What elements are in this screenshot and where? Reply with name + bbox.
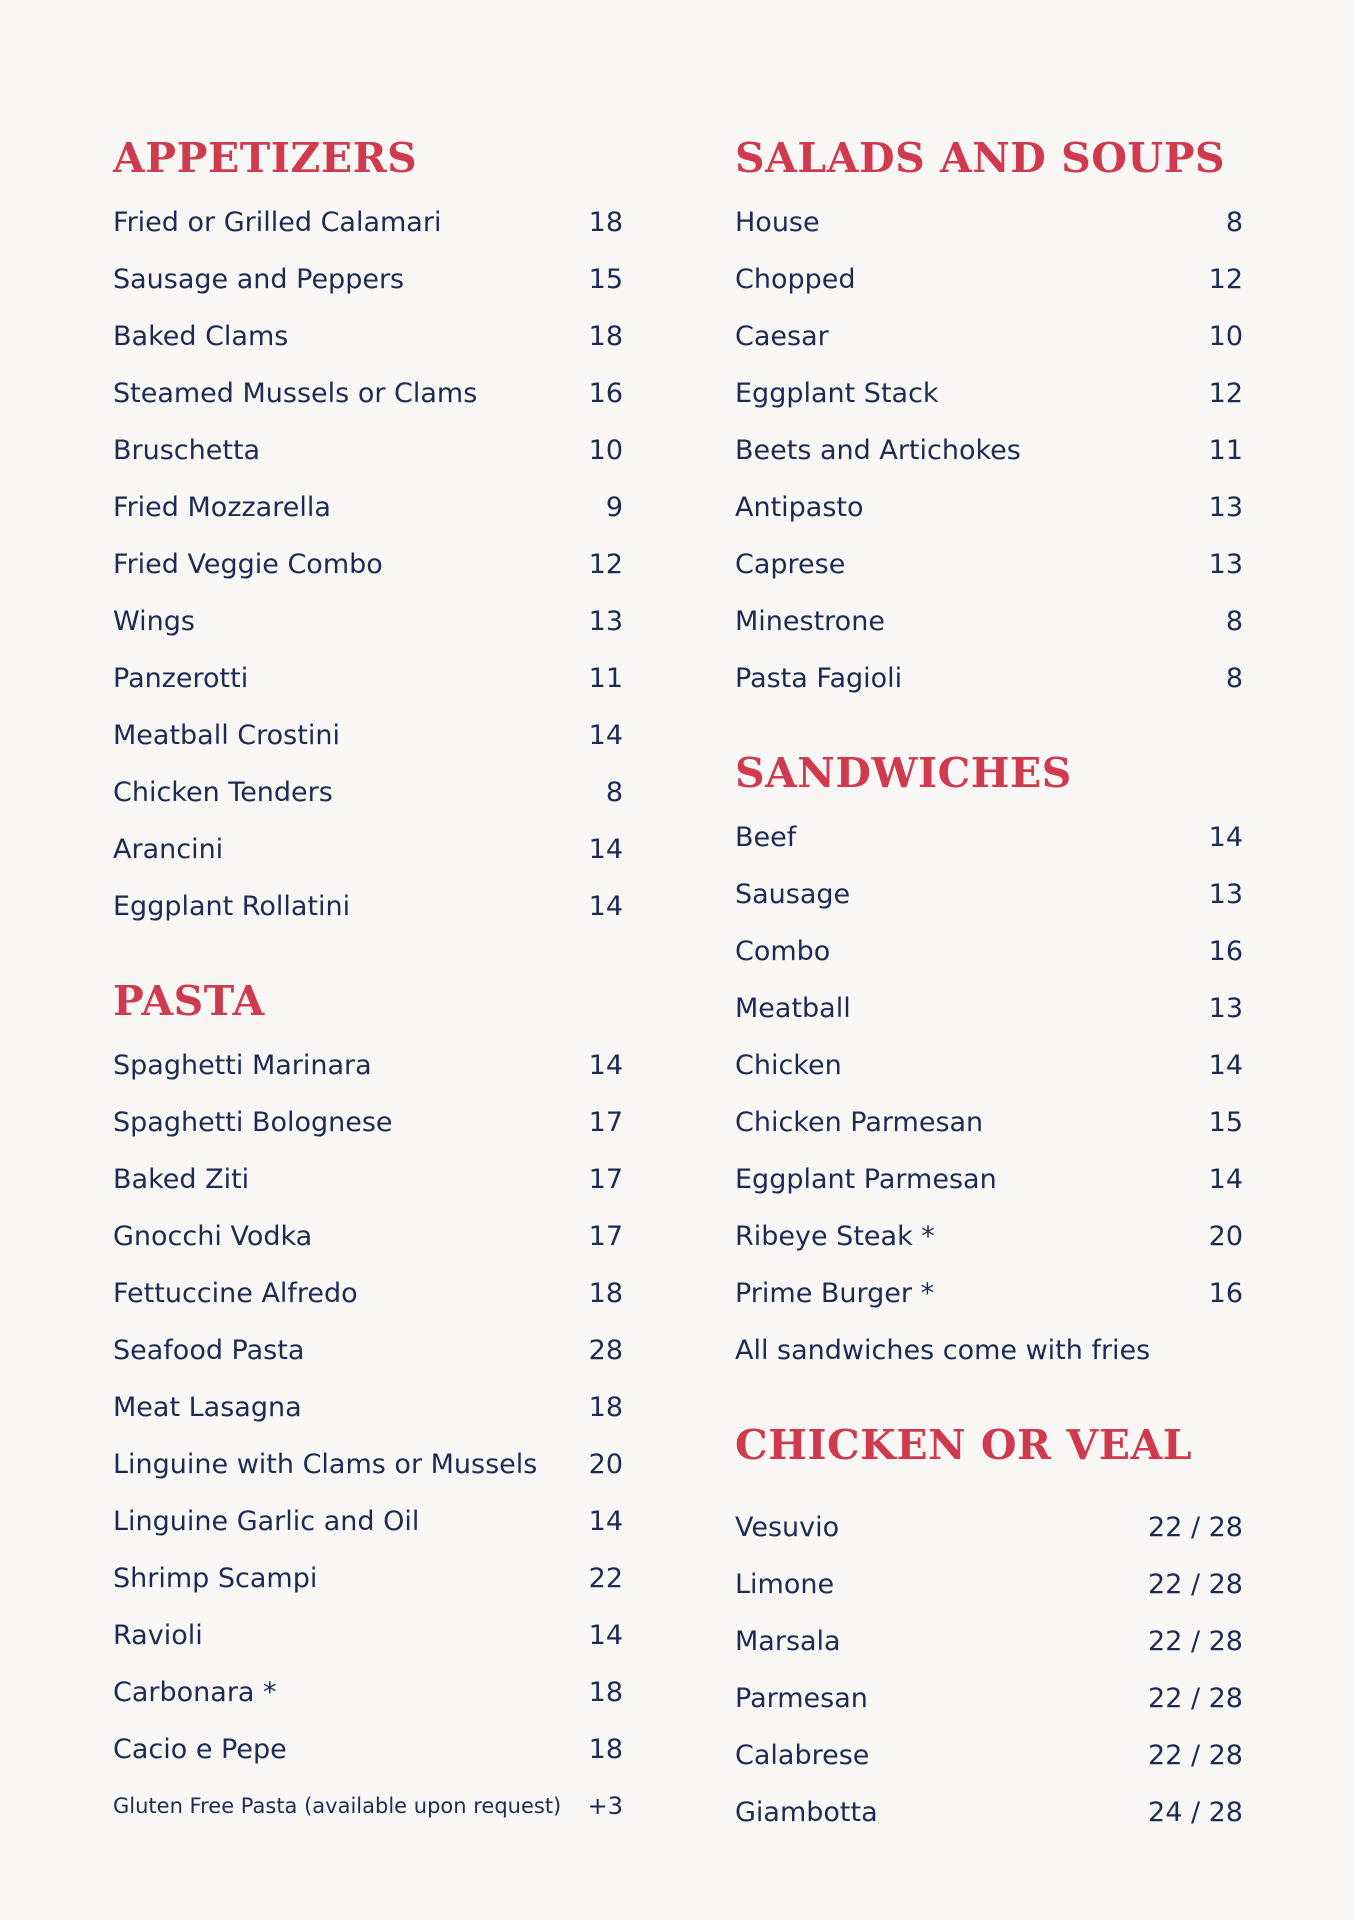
menu-item [113, 1493, 623, 1550]
menu-item-name: Steamed Mussels or Clams [113, 378, 478, 409]
menu-item-name: Caprese [735, 549, 846, 580]
menu-item-price: 18 [588, 321, 623, 352]
menu-item [735, 980, 1243, 1037]
appetizers-heading: APPETIZERS [113, 134, 418, 182]
menu-item-price: 17 [588, 1221, 623, 1252]
menu-item [735, 251, 1243, 308]
menu-item-price: 8 [1225, 606, 1243, 637]
menu-item-name: Baked Clams [113, 321, 289, 352]
menu-item-name: Meatball [735, 993, 851, 1024]
menu-item-price: 14 [588, 1620, 623, 1651]
menu-item-price: 22 / 28 [1148, 1740, 1243, 1771]
menu-item-name: Ravioli [113, 1620, 203, 1651]
menu-item-price: 14 [1208, 822, 1243, 853]
menu-item-name: Beets and Artichokes [735, 435, 1021, 466]
menu-item-name: Sausage [735, 879, 851, 910]
menu-item-name: Chicken [735, 1050, 842, 1081]
menu-item-price: 8 [1225, 663, 1243, 694]
menu-item [113, 1322, 623, 1379]
menu-item-name: Sausage and Peppers [113, 264, 405, 295]
menu-item [735, 479, 1243, 536]
menu-item [113, 878, 623, 935]
menu-item-name: Gluten Free Pasta (available upon request) [113, 1794, 562, 1818]
menu-item [735, 1151, 1243, 1208]
menu-item-name: Bruschetta [113, 435, 261, 466]
menu-item-name: Meatball Crostini [113, 720, 340, 751]
menu-item-price: 18 [588, 207, 623, 238]
menu-item-name: Meat Lasagna [113, 1392, 302, 1423]
salads-list [735, 194, 1243, 707]
menu-item [735, 650, 1243, 707]
menu-item-price: 22 / 28 [1148, 1626, 1243, 1657]
menu-item-name: Seafood Pasta [113, 1335, 305, 1366]
menu-item-price: 20 [588, 1449, 623, 1480]
menu-item [113, 1037, 623, 1094]
menu-item-name: Chicken Tenders [113, 777, 333, 808]
menu-item-name: Combo [735, 936, 831, 967]
menu-item-name: Baked Ziti [113, 1164, 250, 1195]
menu-item-price: 16 [1208, 1278, 1243, 1309]
menu-item [735, 422, 1243, 479]
menu-item [113, 650, 623, 707]
menu-item-price: 13 [588, 606, 623, 637]
menu-item [735, 1208, 1243, 1265]
menu-item-price: 28 [588, 1335, 623, 1366]
salads-section [735, 130, 1243, 707]
menu-item [735, 1613, 1243, 1670]
menu-item-name: Spaghetti Marinara [113, 1050, 372, 1081]
menu-item-name: Panzerotti [113, 663, 249, 694]
menu-item-price: 14 [588, 720, 623, 751]
menu-item-price: 18 [588, 1392, 623, 1423]
menu-item-price: 14 [1208, 1050, 1243, 1081]
menu-item-price: +3 [587, 1792, 623, 1820]
menu-item-price: 9 [605, 492, 623, 523]
chicken-veal-heading: CHICKEN OR VEAL [735, 1421, 1193, 1469]
menu-item [735, 365, 1243, 422]
menu-item-price: 13 [1208, 549, 1243, 580]
chicken-veal-list [735, 1499, 1243, 1841]
menu-item-name: Eggplant Parmesan [735, 1164, 997, 1195]
menu-item-price: 14 [588, 834, 623, 865]
menu-item [735, 809, 1243, 866]
menu-item-name: Chicken Parmesan [735, 1107, 984, 1138]
menu-item-name: Carbonara * [113, 1677, 277, 1708]
menu-item-price: 16 [588, 378, 623, 409]
menu-item [113, 1208, 623, 1265]
menu-item-price: 24 / 28 [1148, 1797, 1243, 1828]
chicken-veal-section [735, 1417, 1243, 1841]
menu-item [113, 365, 623, 422]
menu-item-price: 11 [588, 663, 623, 694]
appetizers-list [113, 194, 623, 935]
menu-item-price: 14 [1208, 1164, 1243, 1195]
gluten-free-note [113, 1778, 623, 1835]
menu-item-name: House [735, 207, 820, 238]
menu-item [113, 1436, 623, 1493]
menu-item [735, 1670, 1243, 1727]
menu-item [113, 1664, 623, 1721]
menu-item-price: 22 / 28 [1148, 1683, 1243, 1714]
menu-item-price: 11 [1208, 435, 1243, 466]
menu-item-price: 12 [1208, 378, 1243, 409]
menu-item-name: Antipasto [735, 492, 864, 523]
menu-item-price: 8 [605, 777, 623, 808]
menu-item-price: 13 [1208, 993, 1243, 1024]
menu-item-price: 12 [588, 549, 623, 580]
menu-item [735, 1094, 1243, 1151]
menu-item-price: 14 [588, 891, 623, 922]
menu-item-price: 17 [588, 1107, 623, 1138]
appetizers-section [113, 130, 623, 935]
menu-item [113, 764, 623, 821]
menu-item [113, 194, 623, 251]
spacer [735, 1481, 1243, 1499]
salads-heading: SALADS AND SOUPS [735, 134, 1226, 182]
menu-item-price: 20 [1208, 1221, 1243, 1252]
menu-item-price: 15 [588, 264, 623, 295]
menu-item [735, 1037, 1243, 1094]
menu-item-name: Eggplant Rollatini [113, 891, 351, 922]
pasta-section [113, 973, 623, 1835]
menu-item [113, 1094, 623, 1151]
menu-item-name: Vesuvio [735, 1512, 840, 1543]
menu-item [735, 308, 1243, 365]
menu-item [113, 422, 623, 479]
menu-item-name: Pasta Fagioli [735, 663, 903, 694]
sandwiches-note: All sandwiches come with fries [735, 1335, 1151, 1366]
menu-item [735, 593, 1243, 650]
menu-item-name: Shrimp Scampi [113, 1563, 318, 1594]
menu-item-price: 22 [588, 1563, 623, 1594]
menu-item [735, 1556, 1243, 1613]
menu-item [113, 593, 623, 650]
menu-item [113, 821, 623, 878]
menu-item-name: Arancini [113, 834, 224, 865]
menu-item [113, 308, 623, 365]
menu-item-name: Prime Burger * [735, 1278, 935, 1309]
menu-item-name: Beef [735, 822, 797, 853]
menu-item-price: 18 [588, 1278, 623, 1309]
menu-item [735, 1265, 1243, 1322]
menu-item-name: Marsala [735, 1626, 841, 1657]
sandwiches-list [735, 809, 1243, 1322]
sandwiches-section [735, 745, 1243, 1379]
menu-item-name: Minestrone [735, 606, 885, 637]
menu-item [735, 923, 1243, 980]
menu-item [735, 1499, 1243, 1556]
sandwiches-heading: SANDWICHES [735, 749, 1072, 797]
pasta-list [113, 1037, 623, 1778]
menu-item-price: 13 [1208, 879, 1243, 910]
menu-item-name: Linguine Garlic and Oil [113, 1506, 420, 1537]
menu-item-name: Fried Mozzarella [113, 492, 331, 523]
menu-item-price: 8 [1225, 207, 1243, 238]
menu-left-column [113, 130, 623, 1873]
pasta-heading: PASTA [113, 977, 265, 1025]
menu-item-price: 15 [1208, 1107, 1243, 1138]
menu-item-price: 18 [588, 1734, 623, 1765]
menu-item [735, 536, 1243, 593]
menu-item-price: 14 [588, 1506, 623, 1537]
menu-item-price: 22 / 28 [1148, 1512, 1243, 1543]
menu-item-name: Parmesan [735, 1683, 868, 1714]
menu-item-name: Giambotta [735, 1797, 878, 1828]
menu-item [113, 536, 623, 593]
menu-item [735, 1727, 1243, 1784]
menu-item [113, 1550, 623, 1607]
menu-item-price: 14 [588, 1050, 623, 1081]
menu-item [113, 707, 623, 764]
menu-item-name: Spaghetti Bolognese [113, 1107, 393, 1138]
menu-item-price: 22 / 28 [1148, 1569, 1243, 1600]
menu-item [113, 1607, 623, 1664]
menu-item-price: 10 [1208, 321, 1243, 352]
menu-item-price: 12 [1208, 264, 1243, 295]
menu-item-price: 17 [588, 1164, 623, 1195]
menu-item [735, 194, 1243, 251]
menu-item [735, 866, 1243, 923]
menu-item [735, 1784, 1243, 1841]
menu-item-name: Fried or Grilled Calamari [113, 207, 442, 238]
menu-item-price: 16 [1208, 936, 1243, 967]
menu-item-price: 10 [588, 435, 623, 466]
menu-item [113, 479, 623, 536]
menu-item [113, 1265, 623, 1322]
menu-item-name: Chopped [735, 264, 856, 295]
menu-item-name: Fettuccine Alfredo [113, 1278, 358, 1309]
menu-item-name: Gnocchi Vodka [113, 1221, 313, 1252]
menu-item-name: Wings [113, 606, 195, 637]
menu-item-name: Caesar [735, 321, 829, 352]
menu-right-column [735, 130, 1243, 1879]
menu-item-price: 13 [1208, 492, 1243, 523]
menu-item-name: Eggplant Stack [735, 378, 939, 409]
menu-item [113, 1151, 623, 1208]
menu-item [113, 1379, 623, 1436]
menu-item-price: 18 [588, 1677, 623, 1708]
menu-item-name: Linguine with Clams or Mussels [113, 1449, 538, 1480]
menu-item-name: Cacio e Pepe [113, 1734, 287, 1765]
menu-item-name: Calabrese [735, 1740, 870, 1771]
menu-item-name: Limone [735, 1569, 835, 1600]
menu-item-name: Ribeye Steak * [735, 1221, 935, 1252]
menu-item-name: Fried Veggie Combo [113, 549, 383, 580]
menu-item [113, 251, 623, 308]
menu-item [113, 1721, 623, 1778]
